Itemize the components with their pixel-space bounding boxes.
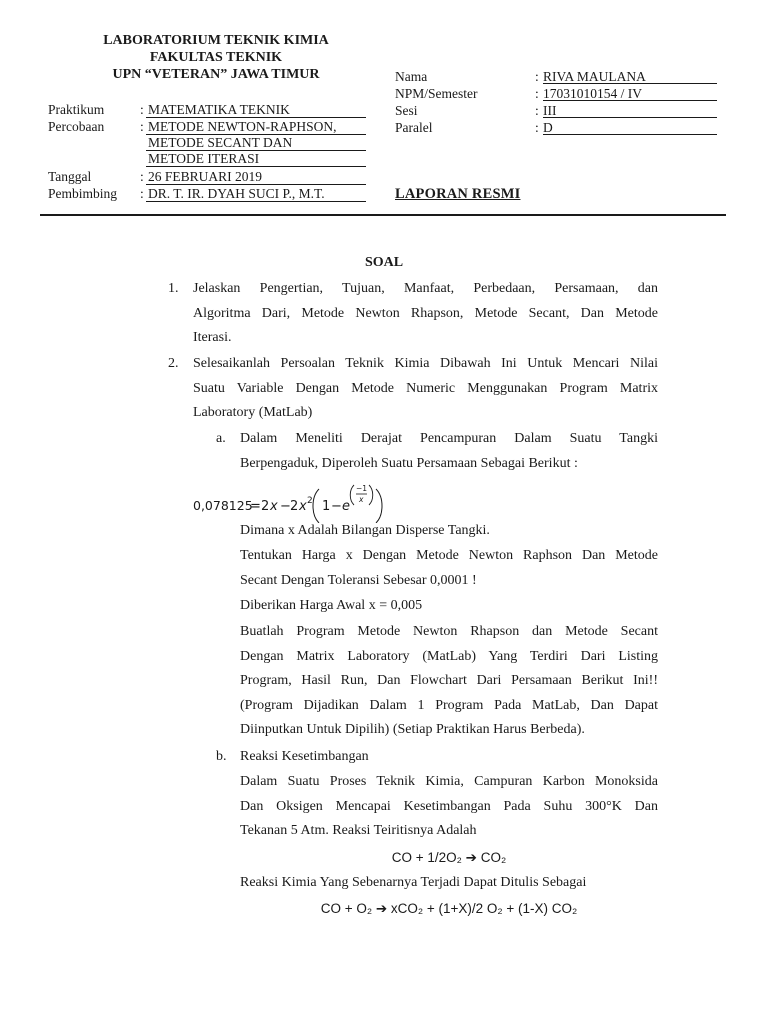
text-line: Secant Dengan Toleransi Sebesar 0,0001 ! — [240, 572, 477, 588]
equation-minus-2: − — [331, 499, 342, 514]
text-line: Dengan Matrix Laboratory (MatLab) Yang Terdiri Dari Listing — [240, 648, 658, 664]
subquestion-a-text-3: Diberikan Harga Awal x = 0,005 — [240, 598, 423, 613]
colon: : — [535, 103, 539, 118]
subquestion-a-text-1: Dimana x Adalah Bilangan Disperse Tangki. — [240, 523, 490, 538]
sesi-label: Sesi — [395, 103, 418, 118]
subquestion-b-text-2: Reaksi Kimia Yang Sebenarnya Terjadi Dapat Ditulis Sebagai — [240, 875, 587, 890]
text-line: Tentukan Harga x Dengan Metode Newton Raphson Dan Metode — [240, 548, 658, 563]
subquestion-b-text — [240, 770, 658, 844]
exp-right-paren — [369, 485, 373, 505]
right-paren — [376, 489, 382, 523]
text-line: Dalam Suatu Proses Teknik Kimia, Campuran Karbon Monoksida — [240, 774, 658, 789]
lab-name: LABORATORIUM TEKNIK KIMIA — [103, 33, 329, 48]
nama-value: RIVA MAULANA — [543, 69, 646, 84]
report-title: LAPORAN RESMI — [395, 186, 521, 202]
colon: : — [140, 186, 144, 201]
tanggal-underline — [146, 184, 366, 185]
subquestion-a-text-4 — [240, 620, 658, 743]
equation-lhs: 0,078125 — [193, 498, 253, 513]
colon: : — [535, 69, 539, 84]
paralel-value: D — [543, 120, 553, 135]
exp-frac-denominator: x — [359, 495, 364, 504]
nama-label: Nama — [395, 69, 428, 84]
equation-coef-1: 2 — [261, 499, 270, 514]
sesi-value: III — [543, 103, 557, 118]
colon: : — [140, 102, 144, 117]
text-line: (Program Dijadikan Dalam 1 Program Pada MatLab, Dan Dapat — [240, 697, 658, 713]
subquestion-a-intro — [240, 427, 658, 476]
text-line: Laboratory (MatLab) — [193, 405, 313, 420]
pembimbing-underline — [146, 201, 366, 202]
text-line: Dan Oksigen Mencapai Kesetimbangan Pada Suhu 300°K Dan — [240, 798, 658, 814]
text-line: Berpengaduk, Diperoleh Suatu Persamaan Sebagai Berikut : — [240, 455, 578, 471]
mixing-equation — [193, 483, 413, 523]
left-paren — [313, 489, 319, 523]
subquestion-b-letter: b. — [216, 749, 227, 764]
colon: : — [140, 169, 144, 184]
pembimbing-label: Pembimbing — [48, 186, 118, 201]
tanggal-value: 26 FEBRUARI 2019 — [148, 169, 263, 184]
paralel-label: Paralel — [395, 120, 433, 135]
exp-frac-numerator: −1 — [356, 484, 368, 493]
percobaan-underline-3 — [146, 166, 366, 167]
npm-label: NPM/Semester — [395, 86, 478, 101]
percobaan-value-1: METODE NEWTON-RAPHSON, — [148, 119, 337, 134]
text-line: Buatlah Program Metode Newton Rhapson dan Metode Secant — [240, 624, 658, 639]
npm-underline — [543, 100, 717, 101]
university-name: UPN “VETERAN” JAWA TIMUR — [112, 67, 320, 82]
text-line: Program, Hasil Run, Dan Flowchart Dari Persamaan Berikut Ini!! — [240, 673, 658, 688]
npm-value: 17031010154 / IV — [543, 86, 642, 101]
faculty-name: FAKULTAS TEKNIK — [149, 50, 283, 65]
subquestion-b-title: Reaksi Kesetimbangan — [240, 749, 369, 764]
praktikum-underline — [146, 117, 366, 118]
subquestion-a-text-2 — [240, 544, 658, 593]
text-line: Tekanan 5 Atm. Reaksi Teiritisnya Adalah — [240, 823, 477, 838]
text-line: Selesaikanlah Persoalan Teknik Kimia Dibawah Ini Untuk Mencari Nilai — [193, 356, 658, 371]
text-line: Suatu Variable Dengan Metode Numeric Menggunakan Program Matrix — [193, 380, 658, 396]
header-divider — [40, 214, 726, 216]
equation-coef-2: 2 — [290, 499, 299, 514]
question-2-number: 2. — [168, 356, 179, 371]
subquestion-a-letter: a. — [216, 431, 226, 446]
soal-heading: SOAL — [364, 255, 404, 270]
praktikum-label: Praktikum — [48, 102, 105, 117]
equation-var-x-2: x — [299, 499, 307, 514]
reaction-theoretical: CO + 1/2O₂ ➔ CO₂ — [391, 850, 507, 865]
question-1-number: 1. — [168, 281, 179, 296]
equation-one: 1 — [322, 499, 331, 514]
text-line: Algoritma Dari, Metode Newton Rhapson, Metode Secant, Dan Metode — [193, 305, 658, 321]
exp-left-paren — [350, 485, 354, 505]
colon: : — [535, 86, 539, 101]
text-line: Dalam Meneliti Derajat Pencampuran Dalam Suatu Tangki — [240, 431, 658, 446]
question-1-text — [193, 277, 658, 351]
text-line: Diinputkan Untuk Dipilih) (Setiap Praktikan Harus Berbeda). — [240, 722, 585, 737]
colon: : — [140, 119, 144, 134]
text-line: Iterasi. — [193, 330, 232, 345]
equation-e: e — [342, 499, 350, 514]
percobaan-value-3: METODE ITERASI — [148, 151, 260, 166]
sesi-underline — [543, 117, 717, 118]
question-2-text — [193, 352, 658, 426]
percobaan-label: Percobaan — [48, 119, 105, 134]
paralel-underline — [543, 134, 717, 135]
equation-exponent-2: 2 — [307, 496, 313, 506]
nama-underline — [543, 83, 717, 84]
equation-minus: − — [280, 499, 291, 514]
percobaan-value-2: METODE SECANT DAN — [148, 135, 293, 150]
equation-var-x-1: x — [270, 499, 278, 514]
text-line: Jelaskan Pengertian, Tujuan, Manfaat, Perbedaan, Persamaan, dan — [193, 281, 658, 296]
equation-equals: = — [250, 499, 261, 514]
reaction-actual: CO + O₂ ➔ xCO₂ + (1+X)/2 O₂ + (1-X) CO₂ — [320, 901, 578, 916]
colon: : — [535, 120, 539, 135]
praktikum-value: MATEMATIKA TEKNIK — [148, 102, 290, 117]
tanggal-label: Tanggal — [48, 169, 92, 184]
pembimbing-value: DR. T. IR. DYAH SUCI P., M.T. — [148, 186, 325, 201]
